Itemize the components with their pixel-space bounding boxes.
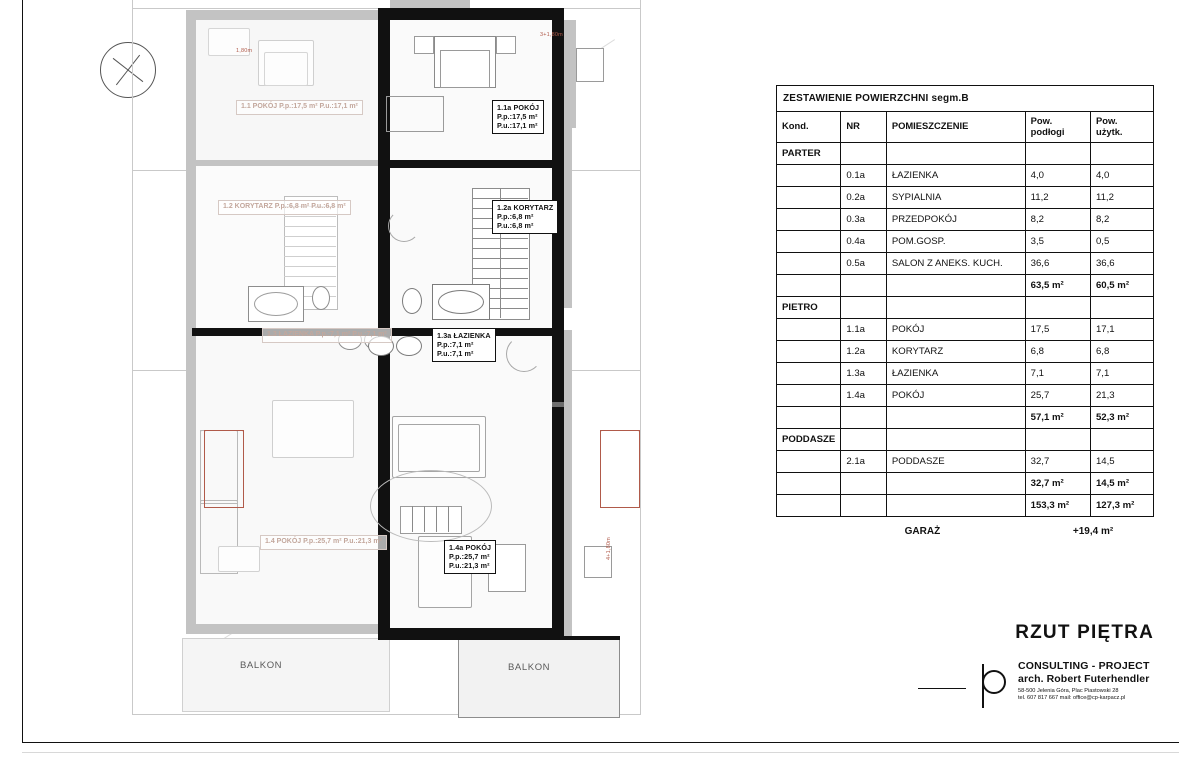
- sum-use: 60,5 m²: [1090, 274, 1153, 296]
- window-symbol: [204, 430, 244, 508]
- cell-nr: 1.2a: [841, 340, 887, 362]
- furniture-bathtub-inner: [254, 292, 298, 316]
- section-name-poddasze: PODDASZE: [777, 428, 841, 450]
- cell-floor: 6,8: [1025, 340, 1090, 362]
- cp-logo-icon: [970, 664, 1006, 708]
- section-name-parter: PARTER: [777, 142, 841, 164]
- cell-room: SYPIALNIA: [886, 186, 1025, 208]
- room-label-1-3a: 1.3a ŁAZIENKA P.p.:7,1 m² P.u.:7,1 m²: [432, 328, 496, 362]
- exterior-wall: [186, 624, 382, 634]
- section-row-parter: [777, 142, 1154, 164]
- balcony-left-label: BALKON: [240, 660, 283, 671]
- cell-room: POKÓJ: [886, 318, 1025, 340]
- section-sum-parter: [777, 274, 1154, 296]
- cell-nr: 1.4a: [841, 384, 887, 406]
- sum-floor: 63,5 m²: [1025, 274, 1090, 296]
- exterior-wall: [186, 10, 382, 20]
- window-symbol: [386, 96, 444, 132]
- room-label-1-2: 1.2 KORYTARZ P.p.:6,8 m² P.u.:6,8 m²: [218, 200, 351, 215]
- interior-wall: [390, 160, 564, 168]
- cell-room: SALON Z ANEKS. KUCH.: [886, 252, 1025, 274]
- cell-nr: 0.5a: [841, 252, 887, 274]
- cell-floor: 8,2: [1025, 208, 1090, 230]
- cell-floor: 32,7: [1025, 450, 1090, 472]
- roof-overhang: [564, 128, 572, 308]
- total-use: 127,3 m²: [1090, 494, 1153, 516]
- balcony-right: [458, 638, 620, 718]
- furniture-mattress: [398, 424, 480, 472]
- cell-use: 21,3: [1090, 384, 1153, 406]
- header-kond: Kond.: [777, 112, 841, 143]
- header-room: POMIESZCZENIE: [886, 112, 1025, 143]
- cell-room: ŁAZIENKA: [886, 362, 1025, 384]
- cell-use: 17,1: [1090, 318, 1153, 340]
- page-title: RZUT PIĘTRA: [1015, 622, 1154, 643]
- section-sum-pietro: [777, 406, 1154, 428]
- cell-use: 6,8: [1090, 340, 1153, 362]
- garage-label: GARAŻ: [904, 525, 941, 537]
- exterior-wall-right: [552, 8, 564, 128]
- total-floor: 153,3 m²: [1025, 494, 1090, 516]
- company-address: 58-500 Jelenia Góra, Plac Piastowski 28: [1018, 687, 1119, 694]
- header-area-floor: [1025, 112, 1090, 143]
- sum-use: 52,3 m²: [1090, 406, 1153, 428]
- spiral-stair-symbol: [370, 470, 492, 542]
- dimension-note: 1,80m: [236, 48, 253, 54]
- header-area-use: [1090, 112, 1153, 143]
- header-area-floor-line2: podłogi: [1030, 125, 1065, 137]
- table-title-row: [777, 86, 1154, 112]
- header-nr: NR: [841, 112, 887, 143]
- table-row: [777, 450, 1154, 472]
- cell-use: 0,5: [1090, 230, 1153, 252]
- table-header-row: [777, 112, 1154, 143]
- sum-floor: 57,1 m²: [1025, 406, 1090, 428]
- room-label-1-3: 1.3 ŁAZIENKA P.p.:7,1 m² P.u.:7,1 m²: [262, 328, 392, 343]
- section-row-pietro: [777, 296, 1154, 318]
- cell-floor: 25,7: [1025, 384, 1090, 406]
- sheet-frame-bottom: [22, 742, 1179, 743]
- cell-room: KORYTARZ: [886, 340, 1025, 362]
- balcony-right-label: BALKON: [508, 662, 551, 673]
- room-label-1-2a: 1.2a KORYTARZ P.p.:6,8 m² P.u.:6,8 m²: [492, 200, 558, 234]
- sheet-frame-left: [22, 0, 23, 742]
- room-label-1-4a: 1.4a POKÓJ P.p.:25,7 m² P.u.:21,3 m²: [444, 540, 496, 574]
- cell-use: 4,0: [1090, 164, 1153, 186]
- garage-value: +19,4 m²: [1072, 525, 1114, 537]
- cell-floor: 3,5: [1025, 230, 1090, 252]
- furniture-nightstand: [414, 36, 434, 54]
- cell-floor: 11,2: [1025, 186, 1090, 208]
- sum-floor: 32,7 m²: [1025, 472, 1090, 494]
- header-area-floor-line1: Pow.: [1030, 115, 1053, 126]
- architect-stamp: [918, 660, 1158, 716]
- section-row-poddasze: [777, 428, 1154, 450]
- header-area-use-line1: Pow.: [1095, 115, 1118, 126]
- cell-room: POM.GOSP.: [886, 230, 1025, 252]
- table-title: ZESTAWIENIE POWIERZCHNI segm.B: [777, 86, 1154, 112]
- cell-nr: 1.1a: [841, 318, 887, 340]
- table-row: [777, 318, 1154, 340]
- company-name: CONSULTING - PROJECT: [1018, 660, 1150, 672]
- cell-use: 8,2: [1090, 208, 1153, 230]
- sum-use: 14,5 m²: [1090, 472, 1153, 494]
- balcony-edge: [456, 636, 620, 640]
- window-symbol: [600, 430, 640, 508]
- dimension-note: 4+1,80m: [606, 537, 612, 560]
- cell-floor: 7,1: [1025, 362, 1090, 384]
- cell-nr: 0.4a: [841, 230, 887, 252]
- company-contact: tel. 607 817 667 mail: office@cp-karpacz.pl: [1018, 695, 1126, 702]
- cell-nr: 0.3a: [841, 208, 887, 230]
- cell-nr: 0.1a: [841, 164, 887, 186]
- table-row: [777, 362, 1154, 384]
- roof-overhang: [564, 330, 572, 640]
- dimension-note: 3+1,80m: [540, 32, 563, 38]
- balcony-left: [182, 638, 390, 712]
- room-label-1-1a: 1.1a POKÓJ P.p.:17,5 m² P.u.:17,1 m²: [492, 100, 544, 134]
- cell-floor: 4,0: [1025, 164, 1090, 186]
- cell-use: 11,2: [1090, 186, 1153, 208]
- cell-room: ŁAZIENKA: [886, 164, 1025, 186]
- table-row: [777, 230, 1154, 252]
- stamp-text: [1018, 660, 1168, 703]
- table-row: [777, 384, 1154, 406]
- cell-use: 36,6: [1090, 252, 1153, 274]
- architect-name: arch. Robert Futerhendler: [1018, 672, 1150, 685]
- area-schedule-table: [776, 85, 1154, 537]
- cell-room: PODDASZE: [886, 450, 1025, 472]
- furniture-toilet: [312, 286, 330, 310]
- cell-floor: 17,5: [1025, 318, 1090, 340]
- section-sum-poddasze: [777, 472, 1154, 494]
- furniture-toilet: [402, 288, 422, 314]
- roof-overhang: [390, 0, 470, 8]
- table-row: [777, 186, 1154, 208]
- furniture-nightstand: [496, 36, 516, 54]
- table-total-row: [777, 494, 1154, 516]
- roof-overhang: [564, 20, 576, 128]
- door-swing: [506, 336, 542, 372]
- room-label-1-1: 1.1 POKÓJ P.p.:17,5 m² P.u.:17,1 m²: [236, 100, 363, 115]
- cell-use: 14,5: [1090, 450, 1153, 472]
- axis-line: [132, 0, 133, 715]
- furniture-bathtub-inner: [438, 290, 484, 314]
- furniture-wardrobe: [576, 48, 604, 82]
- section-name-pietro: PIETRO: [777, 296, 841, 318]
- room-label-1-4: 1.4 POKÓJ P.p.:25,7 m² P.u.:21,3 m²: [260, 535, 387, 550]
- door-swing: [388, 210, 420, 242]
- sheet-frame-bottom-secondary: [22, 752, 1179, 753]
- furniture-washbasin: [396, 336, 422, 356]
- table-row: [777, 252, 1154, 274]
- table-row: [777, 164, 1154, 186]
- cell-use: 7,1: [1090, 362, 1153, 384]
- cell-nr: 0.2a: [841, 186, 887, 208]
- furniture-mattress: [440, 50, 490, 88]
- table-row: [777, 340, 1154, 362]
- stamp-rule: [918, 688, 966, 689]
- header-area-use-line2: użytk.: [1095, 125, 1123, 137]
- furniture-bed: [272, 400, 354, 458]
- axis-line: [640, 0, 641, 715]
- floor-plan-drawing: [40, 0, 740, 742]
- cell-nr: 1.3a: [841, 362, 887, 384]
- exterior-wall-top: [378, 8, 564, 20]
- table-row: [777, 208, 1154, 230]
- cell-nr: 2.1a: [841, 450, 887, 472]
- cell-room: POKÓJ: [886, 384, 1025, 406]
- garage-row: [776, 526, 1154, 537]
- north-compass-icon: [100, 42, 156, 98]
- furniture-mattress: [264, 52, 308, 86]
- cell-floor: 36,6: [1025, 252, 1090, 274]
- cell-room: PRZEDPOKÓJ: [886, 208, 1025, 230]
- exterior-wall: [186, 10, 196, 634]
- furniture-cabinet: [218, 546, 260, 572]
